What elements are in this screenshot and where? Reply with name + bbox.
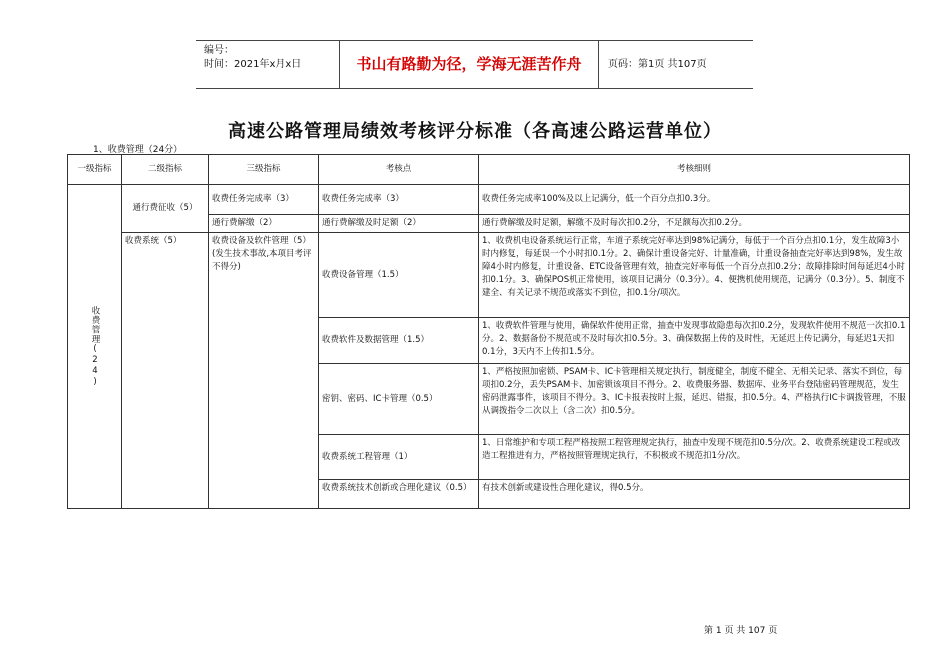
- page-footer: 第 1 页 共 107 页: [704, 626, 778, 636]
- point-cell: 通行费解缴及时足额（2）: [319, 215, 479, 233]
- col-header: 考核点: [319, 155, 479, 185]
- level2-cell: 通行费征收（5）: [122, 185, 209, 233]
- page-info: 页码：第1页 共107页: [608, 59, 707, 70]
- point-cell: 收费系统技术创新或合理化建议（0.5）: [319, 480, 479, 509]
- time-label: 时间：2021年x月x日: [204, 59, 302, 70]
- level3-cell: [209, 233, 319, 509]
- point-cell: 密钥、密码、IC卡管理（0.5）: [319, 364, 479, 435]
- table-header-row: [68, 155, 910, 185]
- detail-cell: 1、收费软件管理与使用，确保软件使用正常，抽查中发现事故隐患每次扣0.2分，发现软件使用不规范一次扣0.1分。2、数据备份不规范或不及时每次扣0.5分。3、确保数据上传的及时性，无延迟上传记满分，每延迟1天扣0.1分，3天内不上传扣1.5分。: [479, 318, 910, 364]
- table-row: [68, 233, 910, 318]
- scoring-table: [67, 154, 910, 509]
- col-header: 一级指标: [68, 155, 122, 185]
- detail-cell: 1、收费机电设备系统运行正常，车道子系统完好率达到98%记满分，每低于一个百分点扣0.1分，发生故障3小时内修复，每延误一个小时扣0.1分。2、确保计重设备完好、计量准确，计重设备抽查完好率达到98%，发生故障4小时内修复，计重设备、ETC设备管理有效，抽查完好率每低一个百分点扣0.2分；故障排除时间每延迟4小时扣0.1分。3、确保POS机正常使用，该项目记满分（0.3分）。4、便携机使用规范，记满分（0.3分）。5、制度不建全、有关记录不规范或落实不到位，扣0.1分/项次。: [479, 233, 910, 318]
- header-meta: [204, 44, 301, 72]
- level3-label: 收费设备及软件管理（5）: [212, 236, 311, 246]
- level3-note: (发生技术事故,本项目考评不得分): [212, 249, 312, 272]
- point-cell: 收费系统工程管理（1）: [319, 435, 479, 480]
- point-cell: 收费设备管理（1.5）: [319, 233, 479, 318]
- col-header: 三级指标: [209, 155, 319, 185]
- number-label: 编号：: [204, 45, 234, 56]
- detail-cell: 收费任务完成率100%及以上记满分，低一个百分点扣0.3分。: [479, 185, 910, 215]
- col-header: 考核细则: [479, 155, 910, 185]
- point-cell: 收费软件及数据管理（1.5）: [319, 318, 479, 364]
- level3-cell: 通行费解缴（2）: [209, 215, 319, 233]
- detail-cell: 1、严格按照加密锁、PSAM卡、IC卡管理相关规定执行，制度健全，制度不健全、无相关记录、落实不到位，每项扣0.2分，丢失PSAM卡、加密锁该项目不得分。2、收费服务器、数据库、业务平台登陆密码管理规范，发生密码泄露事件，该项目不得分。3、IC卡报表按时上报，延迟、错报，扣0.5分。4、严格执行IC卡调拨管理，不服从调拨指令二次以上（含二次）扣0.5分。: [479, 364, 910, 435]
- level1-cell: 收费管理(24): [68, 185, 122, 509]
- table-row: [68, 185, 910, 215]
- level2-cell: 收费系统（5）: [122, 233, 209, 509]
- col-header: 二级指标: [122, 155, 209, 185]
- document-title: 高速公路管理局绩效考核评分标准（各高速公路运营单位）: [228, 121, 722, 142]
- document-header: [196, 40, 753, 89]
- detail-cell: 通行费解缴及时足额，解缴不及时每次扣0.2分，不足额每次扣0.2分。: [479, 215, 910, 233]
- point-cell: 收费任务完成率（3）: [319, 185, 479, 215]
- motto: 书山有路勤为径，学海无涯苦作舟: [339, 41, 599, 88]
- detail-cell: 有技术创新或建设性合理化建议，得0.5分。: [479, 480, 910, 509]
- detail-cell: 1、日常维护和专项工程严格按照工程管理规定执行，抽查中发现不规范扣0.5分/次。2、收费系统建设工程或改造工程推进有力，严格按照管理规定执行，不积极或不规范扣1分/次。: [479, 435, 910, 480]
- section-heading: 1、收费管理（24分）: [93, 145, 183, 155]
- level3-cell: 收费任务完成率（3）: [209, 185, 319, 215]
